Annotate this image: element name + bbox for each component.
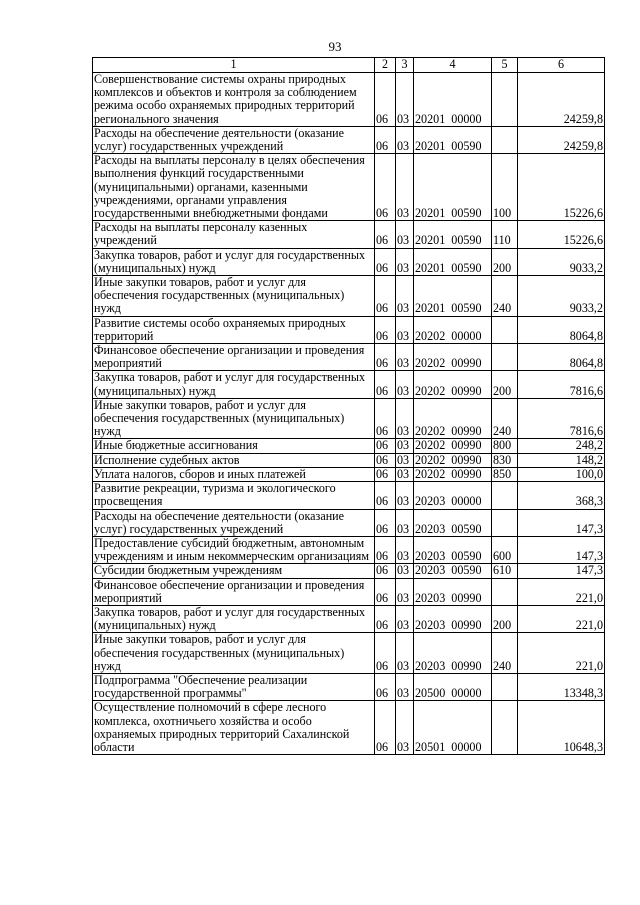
expense-type-code: 110: [492, 221, 518, 248]
section-code: 06: [375, 701, 396, 755]
section-code: 06: [375, 605, 396, 632]
table-row: [93, 673, 605, 700]
amount: 9033,2: [518, 276, 605, 317]
section-code: 06: [375, 439, 396, 453]
target-article-code: 20201 00590: [414, 154, 492, 221]
budget-table: [92, 57, 605, 755]
table-row: [93, 633, 605, 674]
table-row: [93, 73, 605, 127]
header-col-6: 6: [518, 58, 605, 73]
target-article-code: 20202 00990: [414, 398, 492, 439]
target-article-code: 20203 00990: [414, 633, 492, 674]
amount: 221,0: [518, 605, 605, 632]
row-description: Закупка товаров, работ и услуг для государственных (муниципальных) нужд: [93, 371, 375, 398]
subsection-code: 03: [396, 509, 414, 536]
row-description: Осуществление полномочий в сфере лесного комплекса, охотничьего хозяйства и особо охраняемых природных территорий Сахалинской области: [93, 701, 375, 755]
section-code: 06: [375, 482, 396, 509]
header-col-4: 4: [414, 58, 492, 73]
row-description: Субсидии бюджетным учреждениям: [93, 564, 375, 578]
row-description: Иные бюджетные ассигнования: [93, 439, 375, 453]
target-article-code: 20202 00990: [414, 453, 492, 467]
section-code: 06: [375, 578, 396, 605]
target-article-code: 20202 00990: [414, 439, 492, 453]
row-description: Развитие рекреации, туризма и экологического просвещения: [93, 482, 375, 509]
section-code: 06: [375, 453, 396, 467]
target-article-code: 20201 00590: [414, 221, 492, 248]
section-code: 06: [375, 248, 396, 275]
expense-type-code: [492, 73, 518, 127]
expense-type-code: 240: [492, 633, 518, 674]
subsection-code: 03: [396, 453, 414, 467]
amount: 100,0: [518, 467, 605, 481]
header-col-3: 3: [396, 58, 414, 73]
expense-type-code: 100: [492, 154, 518, 221]
amount: 368,3: [518, 482, 605, 509]
target-article-code: 20203 00000: [414, 482, 492, 509]
subsection-code: 03: [396, 633, 414, 674]
table-row: [93, 316, 605, 343]
row-description: Расходы на выплаты персоналу казенных учреждений: [93, 221, 375, 248]
subsection-code: 03: [396, 248, 414, 275]
target-article-code: 20203 00590: [414, 564, 492, 578]
row-description: Иные закупки товаров, работ и услуг для обеспечения государственных (муниципальных) нужд: [93, 633, 375, 674]
amount: 147,3: [518, 509, 605, 536]
table-row: [93, 536, 605, 563]
expense-type-code: 610: [492, 564, 518, 578]
target-article-code: 20201 00000: [414, 73, 492, 127]
subsection-code: 03: [396, 536, 414, 563]
page-number: 93: [328, 39, 342, 54]
section-code: 06: [375, 276, 396, 317]
header-row: [93, 58, 605, 73]
expense-type-code: 200: [492, 248, 518, 275]
amount: 147,3: [518, 536, 605, 563]
table-row: [93, 578, 605, 605]
amount: 15226,6: [518, 221, 605, 248]
amount: 7816,6: [518, 371, 605, 398]
target-article-code: 20203 00590: [414, 536, 492, 563]
subsection-code: 03: [396, 564, 414, 578]
subsection-code: 03: [396, 276, 414, 317]
amount: 7816,6: [518, 398, 605, 439]
table-row: [93, 439, 605, 453]
row-description: Подпрограмма "Обеспечение реализации государственной программы": [93, 673, 375, 700]
expense-type-code: 800: [492, 439, 518, 453]
subsection-code: 03: [396, 578, 414, 605]
row-description: Совершенствование системы охраны природных комплексов и объектов и контроля за соблюдением режима особо охраняемых природных территорий регионального значения: [93, 73, 375, 127]
amount: 221,0: [518, 578, 605, 605]
table-row: [93, 467, 605, 481]
header-col-2: 2: [375, 58, 396, 73]
section-code: 06: [375, 221, 396, 248]
row-description: Финансовое обеспечение организации и проведения мероприятий: [93, 578, 375, 605]
expense-type-code: 850: [492, 467, 518, 481]
amount: 248,2: [518, 439, 605, 453]
target-article-code: 20202 00990: [414, 467, 492, 481]
subsection-code: 03: [396, 371, 414, 398]
expense-type-code: 240: [492, 276, 518, 317]
expense-type-code: 200: [492, 605, 518, 632]
expense-type-code: 600: [492, 536, 518, 563]
expense-type-code: [492, 344, 518, 371]
row-description: Расходы на обеспечение деятельности (оказание услуг) государственных учреждений: [93, 126, 375, 153]
section-code: 06: [375, 316, 396, 343]
expense-type-code: [492, 316, 518, 343]
expense-type-code: [492, 673, 518, 700]
subsection-code: 03: [396, 439, 414, 453]
subsection-code: 03: [396, 126, 414, 153]
section-code: 06: [375, 673, 396, 700]
amount: 148,2: [518, 453, 605, 467]
subsection-code: 03: [396, 154, 414, 221]
subsection-code: 03: [396, 344, 414, 371]
section-code: 06: [375, 73, 396, 127]
subsection-code: 03: [396, 701, 414, 755]
table-row: [93, 482, 605, 509]
target-article-code: 20201 00590: [414, 276, 492, 317]
target-article-code: 20202 00000: [414, 316, 492, 343]
table-row: [93, 605, 605, 632]
target-article-code: 20201 00590: [414, 248, 492, 275]
target-article-code: 20203 00590: [414, 509, 492, 536]
subsection-code: 03: [396, 316, 414, 343]
row-description: Закупка товаров, работ и услуг для государственных (муниципальных) нужд: [93, 605, 375, 632]
expense-type-code: [492, 509, 518, 536]
table-row: [93, 276, 605, 317]
row-description: Иные закупки товаров, работ и услуг для обеспечения государственных (муниципальных) нужд: [93, 276, 375, 317]
amount: 10648,3: [518, 701, 605, 755]
row-description: Финансовое обеспечение организации и проведения мероприятий: [93, 344, 375, 371]
expense-type-code: 240: [492, 398, 518, 439]
expense-type-code: 200: [492, 371, 518, 398]
row-description: Исполнение судебных актов: [93, 453, 375, 467]
section-code: 06: [375, 467, 396, 481]
section-code: 06: [375, 536, 396, 563]
row-description: Уплата налогов, сборов и иных платежей: [93, 467, 375, 481]
table-row: [93, 509, 605, 536]
row-description: Расходы на обеспечение деятельности (оказание услуг) государственных учреждений: [93, 509, 375, 536]
row-description: Расходы на выплаты персоналу в целях обеспечения выполнения функций государственными (муниципальными) органами, казенными учреждениями, органами управления государственными внебюджетными фондами: [93, 154, 375, 221]
amount: 24259,8: [518, 126, 605, 153]
table-row: [93, 398, 605, 439]
section-code: 06: [375, 126, 396, 153]
subsection-code: 03: [396, 673, 414, 700]
target-article-code: 20203 00990: [414, 605, 492, 632]
section-code: 06: [375, 633, 396, 674]
expense-type-code: [492, 126, 518, 153]
amount: 147,3: [518, 564, 605, 578]
target-article-code: 20202 00990: [414, 344, 492, 371]
amount: 9033,2: [518, 248, 605, 275]
amount: 15226,6: [518, 154, 605, 221]
header-col-1: 1: [93, 58, 375, 73]
section-code: 06: [375, 564, 396, 578]
subsection-code: 03: [396, 398, 414, 439]
amount: 13348,3: [518, 673, 605, 700]
table-row: [93, 701, 605, 755]
expense-type-code: [492, 578, 518, 605]
amount: 24259,8: [518, 73, 605, 127]
table-row: [93, 248, 605, 275]
table-row: [93, 126, 605, 153]
row-description: Предоставление субсидий бюджетным, автономным учреждениям и иным некоммерческим организациям: [93, 536, 375, 563]
target-article-code: 20203 00990: [414, 578, 492, 605]
target-article-code: 20500 00000: [414, 673, 492, 700]
subsection-code: 03: [396, 482, 414, 509]
subsection-code: 03: [396, 467, 414, 481]
table-row: [93, 344, 605, 371]
subsection-code: 03: [396, 221, 414, 248]
section-code: 06: [375, 509, 396, 536]
row-description: Закупка товаров, работ и услуг для государственных (муниципальных) нужд: [93, 248, 375, 275]
header-col-5: 5: [492, 58, 518, 73]
subsection-code: 03: [396, 73, 414, 127]
expense-type-code: 830: [492, 453, 518, 467]
section-code: 06: [375, 371, 396, 398]
section-code: 06: [375, 344, 396, 371]
table-row: [93, 453, 605, 467]
target-article-code: 20201 00590: [414, 126, 492, 153]
target-article-code: 20501 00000: [414, 701, 492, 755]
row-description: Иные закупки товаров, работ и услуг для обеспечения государственных (муниципальных) нужд: [93, 398, 375, 439]
expense-type-code: [492, 482, 518, 509]
table-row: [93, 371, 605, 398]
amount: 8064,8: [518, 344, 605, 371]
target-article-code: 20202 00990: [414, 371, 492, 398]
table-row: [93, 154, 605, 221]
subsection-code: 03: [396, 605, 414, 632]
row-description: Развитие системы особо охраняемых природных территорий: [93, 316, 375, 343]
amount: 221,0: [518, 633, 605, 674]
table-row: [93, 564, 605, 578]
expense-type-code: [492, 701, 518, 755]
table-row: [93, 221, 605, 248]
section-code: 06: [375, 154, 396, 221]
section-code: 06: [375, 398, 396, 439]
amount: 8064,8: [518, 316, 605, 343]
